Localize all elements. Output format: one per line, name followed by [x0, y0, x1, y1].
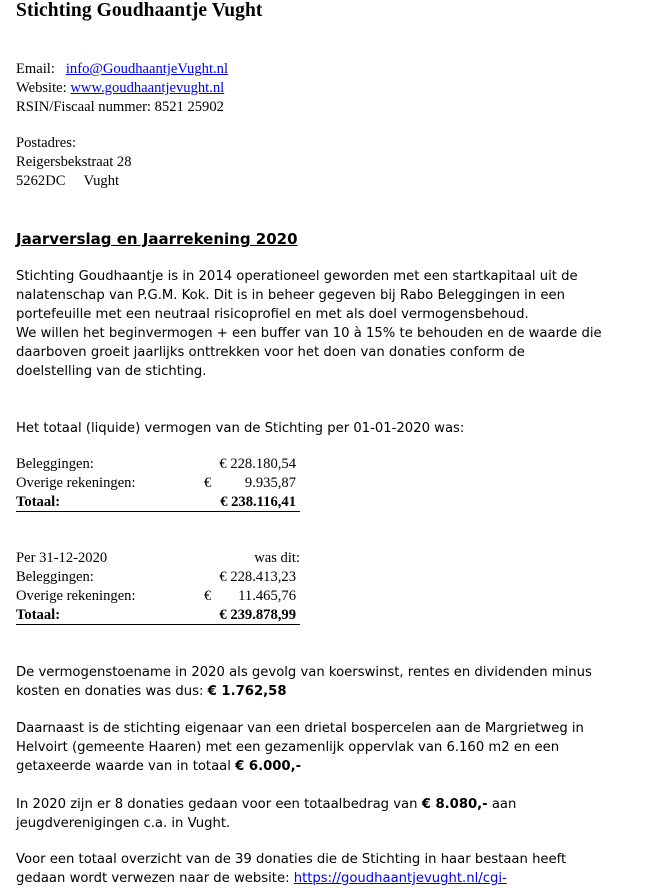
- balance-label: Overige rekeningen:: [16, 475, 136, 491]
- balance-date-suffix: was dit:: [254, 550, 300, 566]
- balance-date-row: [16, 549, 300, 568]
- balance-amount: € 228.180,54: [219, 456, 296, 472]
- balance-total-row: [16, 606, 300, 625]
- balance-date-label: Per 31-12-2020: [16, 550, 108, 566]
- balance-total-label: Totaal:: [16, 494, 61, 510]
- balance-currency: €: [204, 475, 212, 491]
- organization-title: Stichting Goudhaantje Vught: [16, 0, 263, 21]
- balance-currency: €: [204, 588, 212, 604]
- intro-line: doelstelling van de stichting.: [16, 364, 207, 379]
- balance-amount: 11.465,76: [238, 588, 296, 604]
- address-city: Vught: [83, 173, 120, 189]
- land-amount: € 6.000,-: [235, 759, 302, 774]
- report-heading: Jaarverslag en Jaarrekening 2020: [16, 230, 298, 248]
- overview-line: [16, 869, 646, 888]
- land-paragraph: [16, 719, 646, 776]
- balance-amount: € 228.413,23: [219, 569, 296, 585]
- intro-paragraph: [16, 267, 646, 381]
- land-line: Daarnaast is de stichting eigenaar van een drietal bospercelen aan de Margrietweg in: [16, 721, 584, 736]
- overview-paragraph: [16, 850, 646, 888]
- balance-row: [16, 455, 300, 474]
- donations-paragraph: [16, 795, 646, 833]
- address-block: [16, 134, 132, 191]
- donations-amount: € 8.080,-: [421, 797, 488, 812]
- increase-paragraph: [16, 663, 646, 701]
- email-link[interactable]: info@GoudhaantjeVught.nl: [65, 61, 228, 77]
- email-line: [16, 60, 228, 79]
- increase-amount: € 1.762,58: [207, 684, 287, 699]
- intro-line: We willen het beginvermogen + een buffer van 10 à 15% te behouden en de waarde die: [16, 326, 602, 341]
- contact-block: [16, 60, 228, 117]
- increase-line: [16, 682, 646, 701]
- increase-prefix: kosten en donaties was dus:: [16, 684, 208, 699]
- land-line: [16, 757, 646, 776]
- overview-link[interactable]: https://goudhaantjevught.nl/cgi-: [293, 871, 507, 886]
- website-label: Website:: [16, 80, 67, 96]
- address-city-line: [16, 172, 132, 191]
- balance-label: Beleggingen:: [16, 456, 94, 472]
- address-postcode: 5262DC: [16, 173, 66, 189]
- balance-total-amount: € 238.116,41: [220, 494, 296, 510]
- land-line: Helvoirt (gemeente Haaren) met een gezamenlijk oppervlak van 6.160 m2 en een: [16, 740, 560, 755]
- donations-suffix: aan: [487, 797, 517, 812]
- intro-line: portefeuille met een neutraal risicoprofiel en met als doel vermogensbehoud.: [16, 307, 529, 322]
- intro-line: Stichting Goudhaantje is in 2014 operationeel geworden met een startkapitaal uit de: [16, 269, 578, 284]
- capital-intro: Het totaal (liquide) vermogen van de Stichting per 01-01-2020 was:: [16, 421, 465, 436]
- capital-intro-paragraph: [16, 419, 646, 438]
- land-prefix: getaxeerde waarde van in totaal: [16, 759, 236, 774]
- rsin-line: RSIN/Fiscaal nummer: 8521 25902: [16, 99, 224, 115]
- balance-label: Overige rekeningen:: [16, 588, 136, 604]
- balance-total-amount: € 239.878,99: [219, 607, 296, 623]
- address-label: Postadres:: [16, 135, 76, 151]
- website-line: [16, 79, 228, 98]
- balance-start-table: [16, 455, 300, 512]
- balance-row: [16, 587, 300, 606]
- address-street: Reigersbekstraat 28: [16, 154, 132, 170]
- balance-row: [16, 568, 300, 587]
- balance-end-table: [16, 549, 300, 625]
- balance-total-row: [16, 493, 300, 512]
- website-link[interactable]: www.goudhaantjevught.nl: [70, 80, 225, 96]
- intro-line: daarboven groeit jaarlijks onttrekken voor het doen van donaties conform de: [16, 345, 525, 360]
- donations-line: [16, 795, 646, 814]
- balance-amount: 9.935,87: [244, 475, 296, 491]
- balance-row: [16, 474, 300, 493]
- donations-line: jeugdverenigingen c.a. in Vught.: [16, 816, 231, 831]
- donations-prefix: In 2020 zijn er 8 donaties gedaan voor een totaalbedrag van: [16, 797, 422, 812]
- overview-prefix: gedaan wordt verwezen naar de website:: [16, 871, 294, 886]
- overview-line: Voor een totaal overzicht van de 39 donaties die de Stichting in haar bestaan heeft: [16, 852, 567, 867]
- email-label: Email:: [16, 61, 55, 77]
- increase-line: De vermogenstoename in 2020 als gevolg van koerswinst, rentes en dividenden minus: [16, 665, 592, 680]
- intro-line: nalatenschap van P.G.M. Kok. Dit is in beheer gegeven bij Rabo Beleggingen in een: [16, 288, 565, 303]
- balance-total-label: Totaal:: [16, 607, 61, 623]
- balance-label: Beleggingen:: [16, 569, 94, 585]
